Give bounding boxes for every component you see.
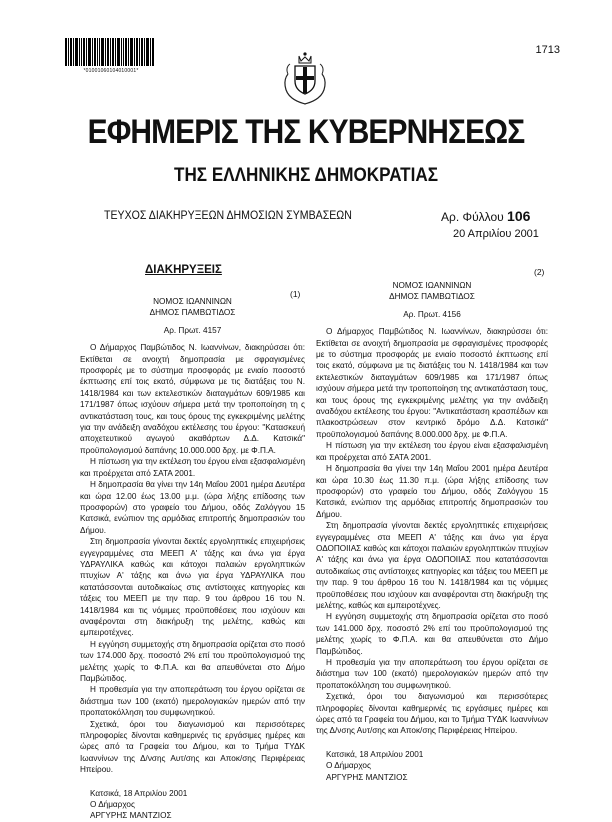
notice-1-paragraph: Η δημοπρασία θα γίνει την 14η Μαΐου 2001 ημέρα Δευτέρα και ώρα 12.00 έως 13.00 μ.μ. (ώρα λήξης επίδοσης των προσφορών) στο γραφείο του Δήμου, οδός Ζαλόγγου 15 Κατσικά, ενώπιον της αρμόδιας επιτροπής δημοπρασιών του Δήμου. — [80, 480, 305, 535]
notice-1-place-date: Κατσικά, 18 Απριλίου 2001 — [90, 788, 188, 798]
notice-2-signer-name: ΑΡΓΥΡΗΣ ΜΑΝΤΖΙΟΣ — [326, 772, 408, 782]
notice-2-prefecture: ΝΟΜΟΣ ΙΩΑΝΝΙΝΩΝ — [392, 281, 472, 290]
gazette-title: ΕΦΗΜΕΡΙΣ ΤΗΣ ΚΥΒΕΡΝΗΣΕΩΣ — [87, 113, 525, 151]
notice-number-1: (1) — [290, 289, 301, 299]
sheet-label: Αρ. Φύλλου — [441, 210, 504, 224]
notice-1-prefecture: ΝΟΜΟΣ ΙΩΑΝΝΙΝΩΝ — [153, 297, 232, 306]
issue-type: ΤΕΥΧΟΣ ΔΙΑΚΗΡΥΞΕΩΝ ΔΗΜΟΣΙΩΝ ΣΥΜΒΑΣΕΩΝ — [104, 210, 352, 222]
notice-1-signer-title: Ο Δήμαρχος — [90, 800, 135, 810]
notice-2-paragraph: Η εγγύηση συμμετοχής στη δημοπρασία ορίζεται στο ποσό των 141.000 δρχ. ποσοστό 2% επί του προϋπολογισμού της μελέτης χωρίς το Φ.Π.Α. και θα απευθύνεται στο Δήμο Παμβώτιδος. — [316, 612, 548, 656]
notice-2-paragraph: Ο Δήμαρχος Παμβώτιδος Ν. Ιωαννίνων, διακηρύσσει ότι: Εκτίθεται σε ανοιχτή δημοπρασία με σφραγισμένες προσφορές με το σύστημα προσφοράς με ενιαίο ποσοστό έκπτωσης επί τοις εκατό, σύμφωνα με τις διατάξεις του Ν. 1418/1984 και των εκτελεστικών διαταγμάτων 609/1985 και 171/1987 όπως ισχύουν σήμερα μετά την τροποποίηση της αντικατάσταση τους, και τους όρους της εγκεκριμένης μελέτης για την ανάδειξη αναδόχου εκτέλεσης του έργου: "Αντικατάσταση κρασπέδων και πλακοστρώσεων στον κεντρικό δρόμο Δ.Δ. Κατσικά" προϋπολογισμού δαπάνης 8.000.000 δρχ. με Φ.Π.Α. — [316, 327, 548, 439]
notice-1-protocol: Αρ. Πρωτ. 4157 — [163, 325, 222, 335]
notice-1 — [80, 282, 305, 822]
notice-2-paragraph: Στη δημοπρασία γίνονται δεκτές εργοληπτικές επιχειρήσεις εγγεγραμμένες στα ΜΕΕΠ Α' τάξης και άνω για έργα ΟΔΟΠΟΙΙΑΣ καθώς και κάτοχοι παλαιών εργοληπτικών πτυχίων Α' τάξης και άνω για έργα ΟΔΟΠΟΙΙΑΣ που κατατάσσονται αυτοδικαίως στις αντίστοιχες κατηγορίες και τάξεις του ΜΕΕΠ με την παρ. 9 του άρθρου 16 του Ν. 1418/1984 και τις νόμιμες προϋποθέσεις που ισχύουν και αναφέρονται στη διακήρυξη της μελέτης, καθώς και εμπειροτέχνες. — [316, 521, 548, 610]
issue-date: 20 Απριλίου 2001 — [453, 228, 539, 240]
notice-2-paragraph: Η πίστωση για την εκτέλεση του έργου είναι εξασφαλισμένη και προέρχεται από ΣΑΤΑ 2001. — [316, 441, 548, 462]
barcode-number: *01001060104010001* — [83, 68, 139, 74]
notice-2-paragraph: Η προθεσμία για την αποπεράτωση του έργου ορίζεται σε διάστημα των 100 (εκατό) ημερολογιακών ημερών από την προπατοκόλληση του συμφωνητικού. — [316, 658, 548, 690]
notice-2-place-date: Κατσικά, 18 Απριλίου 2001 — [326, 749, 424, 759]
notice-1-paragraph: Σχετικά, όροι του διαγωνισμού και περισσότερες πληροφορίες δίνονται καθημερινές τις εργάσιμες ημέρες και ώρες από τα Γραφεία του Δήμου, και το Τμήμα ΤΥΔΚ Ιωαννίνων της Δ/νσης Αυτ/σης και Αποκ/σης Περιφέρειας Ηπείρου. — [80, 719, 305, 775]
gazette-subtitle: ΤΗΣ ΕΛΛΗΝΙΚΗΣ ΔΗΜΟΚΡΑΤΙΑΣ — [174, 165, 438, 186]
notice-2-paragraph: Η δημοπρασία θα γίνει την 14η Μαΐου 2001 ημέρα Δευτέρα και ώρα 10.30 έως 11.30 π.μ. (ώρα λήξης επίδοσης των προσφορών) στο γραφείο του Δήμου, οδός Ζαλόγγου 15 Κατσικά, ενώπιον της αρμόδιας επιτροπής δημοπρασιών του Δήμου. — [316, 464, 548, 519]
notice-1-paragraph: Η εγγύηση συμμετοχής στη δημοπρασία ορίζεται στο ποσό των 174.000 δρχ. ποσοστό 2% επί του προϋπολογισμού της μελέτης χωρίς το Φ.Π.Α. και θα απευθύνεται στο Δήμο Παμβώτιδος. — [80, 639, 305, 683]
sheet-number — [441, 208, 530, 224]
page-number: 1713 — [535, 44, 560, 56]
barcode — [65, 38, 155, 66]
notice-2-paragraph: Σχετικά, όροι του διαγωνισμού και περισσότερες πληροφορίες δίνονται καθημερινές τις εργάσιμες ημέρες και ώρες από τα Γραφεία του Δήμου, και το Τμήμα ΤΥΔΚ Ιωαννίνων της Δ/νσης Αυτ/σης και Αποκ/σης Περιφέρειας Ηπείρου. — [316, 692, 548, 736]
notice-2-protocol: Αρ. Πρωτ. 4156 — [403, 309, 461, 319]
section-heading: ΔΙΑΚΗΡΥΞΕΙΣ — [145, 264, 222, 276]
notice-number-2: (2) — [534, 267, 545, 277]
notice-2-signer-title: Ο Δήμαρχος — [326, 761, 371, 771]
notice-1-paragraph: Ο Δήμαρχος Παμβώτιδος Ν. Ιωαννίνων, διακηρύσσει ότι: Εκτίθεται σε ανοιχτή δημοπρασία με σφραγισμένες προσφορές με το σύστημα προσφοράς με ενιαίο ποσοστό έκπτωσης επί τοις εκατό, σύμφωνα με τις διατάξεις του Ν. 1418/1984 και των εκτελεστικών διαταγμάτων 609/1985 και 171/1987 όπως ισχύουν σήμερα μετά την τροποποίηση τη ς αντικατάσταση τους, και τους όρους της εγκεκριμένης μελέτης για την ανάδειξη αναδόχου εκτέλεσης του έργου: "Κατασκευή αποχετευτικού αγωγού ακαθάρτων Δ.Δ. Κατσικά" προϋπολογισμού δαπάνης 10.000.000 δρχ. με Φ.Π.Α. — [80, 343, 305, 455]
sheet-number-value: 106 — [507, 208, 531, 224]
coat-of-arms-icon — [279, 50, 331, 106]
notice-2-municipality: ΔΗΜΟΣ ΠΑΜΒΩΤΙΔΟΣ — [389, 292, 475, 302]
notice-1-paragraph: Η πίστωση για την εκτέλεση του έργου είναι εξασφαλισμένη και προέρχεται από ΣΑΤΑ 2001. — [80, 457, 305, 478]
notice-2 — [316, 266, 548, 783]
notice-1-municipality: ΔΗΜΟΣ ΠΑΜΒΩΤΙΔΟΣ — [149, 308, 236, 318]
notice-1-paragraph: Στη δημοπρασία γίνονται δεκτές εργοληπτικές επιχειρήσεις εγγεγραμμένες στα ΜΕΕΠ Α' τάξης και άνω για έργα ΥΔΡΑΥΛΙΚΑ καθώς και κάτοχοι παλαιών εργοληπτικών πτυχίων Α' τάξης και άνω για έργα ΥΔΡΑΥΛΙΚΑ που κατατάσσονται αυτοδικαίως στις αντίστοιχες κατηγορίες και τάξεις του ΜΕΕΠ με την παρ. 9 του άρθρου 16 του Ν. 1418/1984 και τις νόμιμες προϋποθέσεις που ισχύουν και αναφέρονται στη διακήρυξη της μελέτης, καθώς και εμπειροτέχνες. — [80, 537, 305, 638]
notice-1-paragraph: Η προθεσμία για την αποπεράτωση του έργου ορίζεται σε διάστημα των 100 (εκατό) ημερολογιακών ημερών από την προπατοκόλληση του συμφωνητικού. — [80, 685, 305, 718]
notice-1-signer-name: ΑΡΓΥΡΗΣ ΜΑΝΤΖΙΟΣ — [90, 811, 172, 821]
